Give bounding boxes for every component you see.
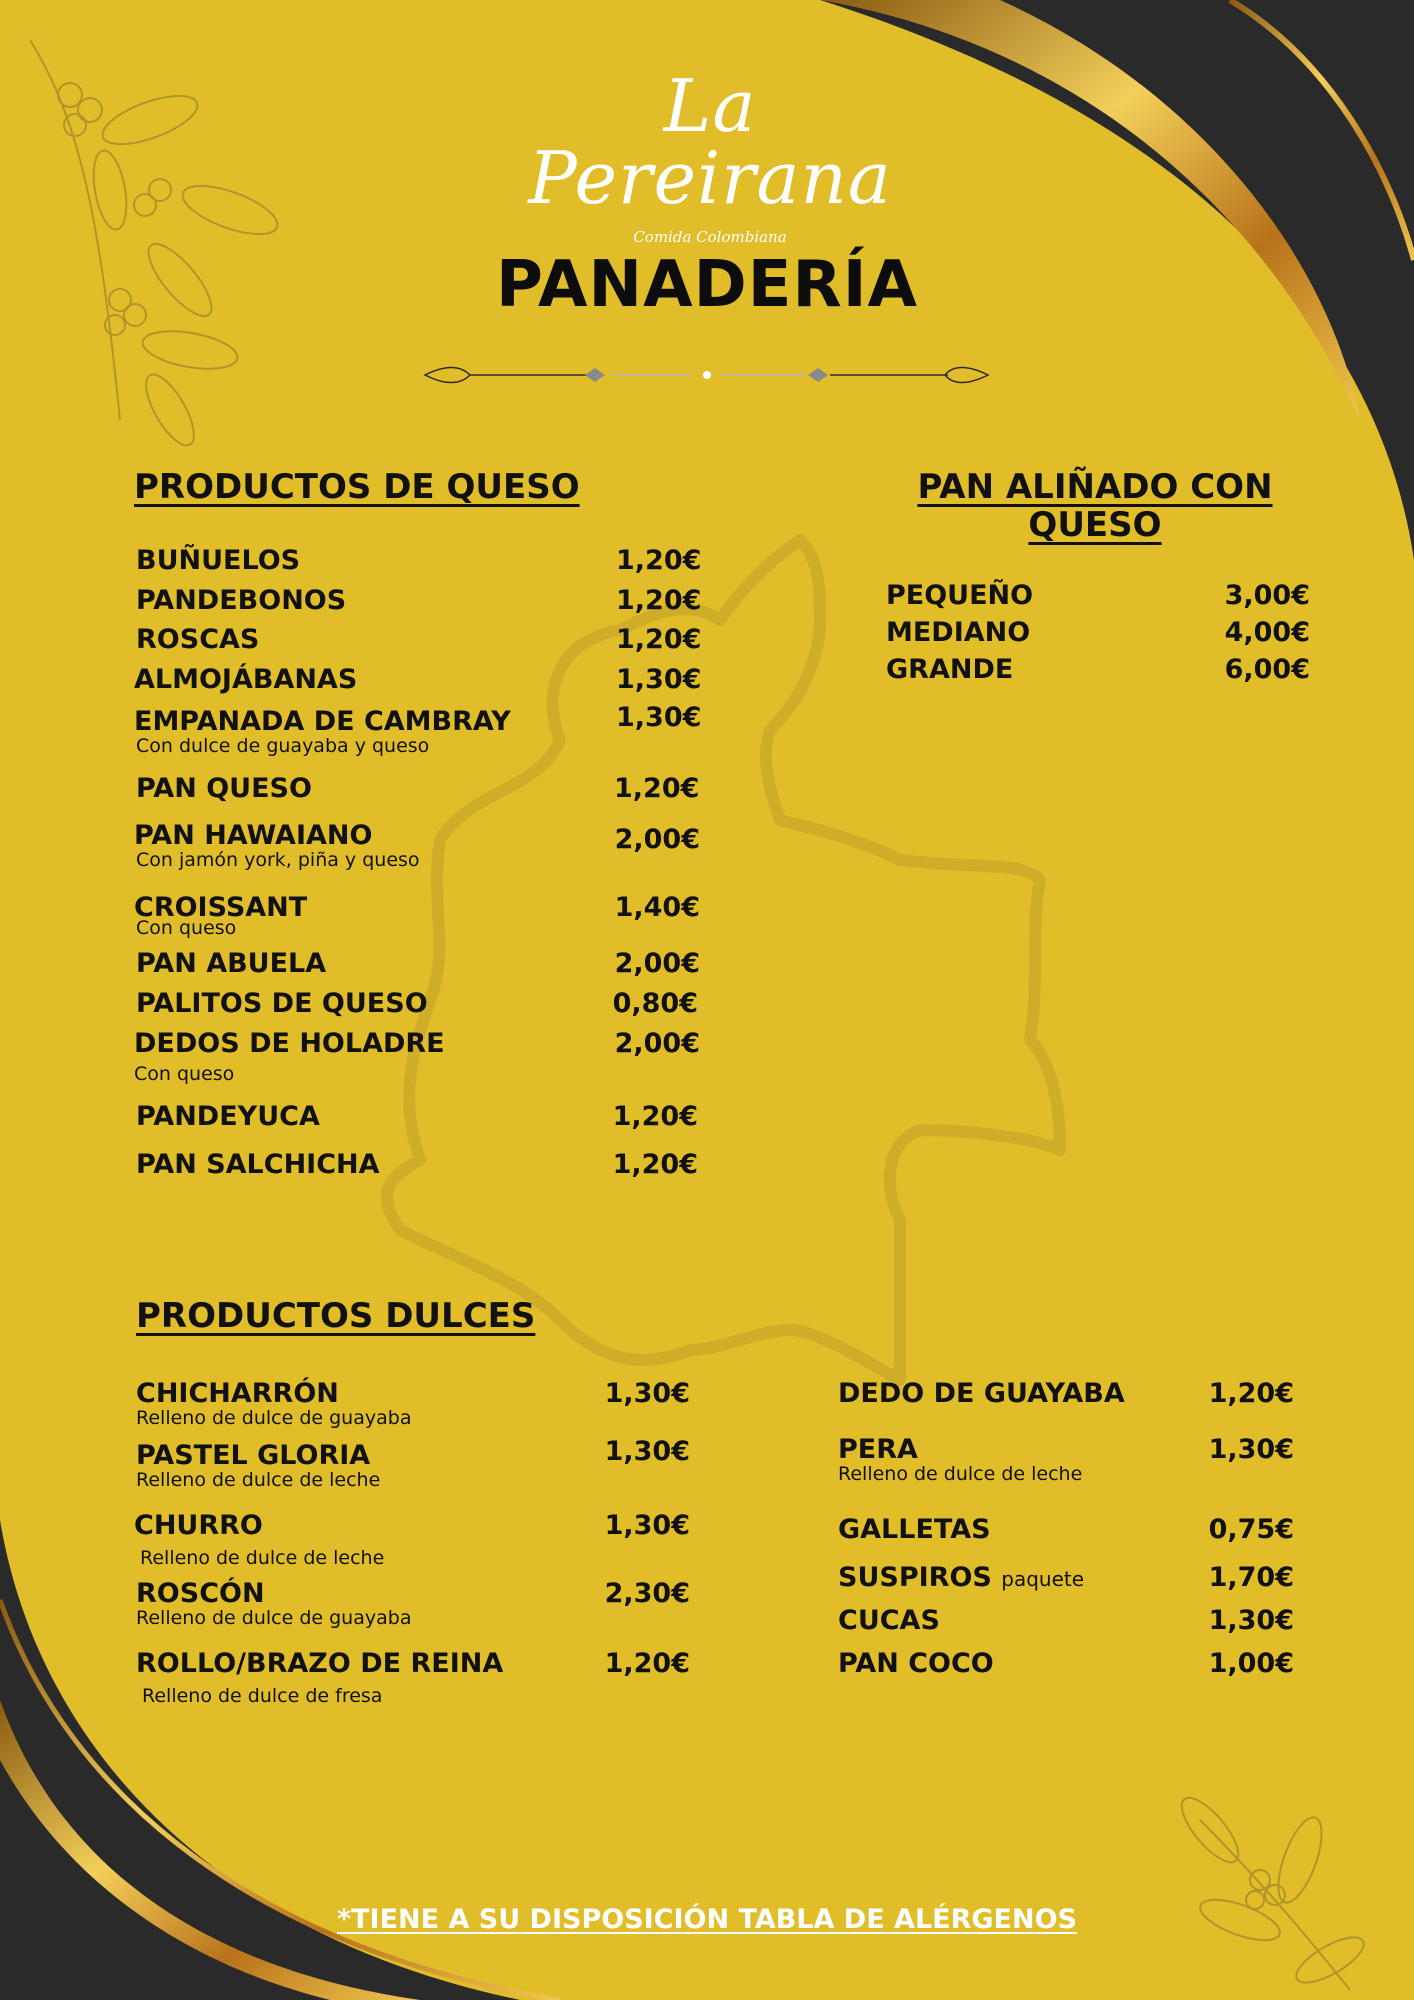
item-description: Relleno de dulce de leche <box>136 1469 381 1491</box>
item-name: DEDOS DE HOLADRE <box>134 1028 445 1059</box>
item-name: PALITOS DE QUESO <box>136 988 428 1019</box>
item-name: MEDIANO <box>886 617 1031 648</box>
item-price: 1,30€ <box>1208 1434 1294 1465</box>
item-name: PAN HAWAIANO <box>134 820 373 851</box>
item-name: ROSCÓN <box>136 1578 265 1609</box>
item-price: 2,00€ <box>614 824 700 855</box>
list-item <box>838 1514 1294 1545</box>
item-name: PASTEL GLORIA <box>136 1440 371 1471</box>
list-item <box>136 1436 690 1491</box>
item-price: 1,30€ <box>604 1510 690 1541</box>
item-name: PANDEYUCA <box>136 1101 320 1132</box>
item-name-text: SUSPIROS <box>838 1562 992 1593</box>
ornamental-divider <box>425 368 988 383</box>
list-item <box>134 1510 690 1569</box>
item-description: Relleno de dulce de guayaba <box>136 1407 412 1429</box>
item-name: ROSCAS <box>136 624 260 655</box>
item-name: EMPANADA DE CAMBRAY <box>134 706 511 737</box>
item-name: CUCAS <box>838 1605 940 1636</box>
item-price: 2,00€ <box>614 1028 700 1059</box>
section-title-dulces: PRODUCTOS DULCES <box>136 1296 536 1336</box>
item-name: PAN COCO <box>838 1648 994 1679</box>
item-price: 1,30€ <box>1208 1605 1294 1636</box>
list-item <box>838 1378 1294 1409</box>
list-item <box>886 654 1310 685</box>
list-item <box>838 1562 1294 1593</box>
list-item <box>134 1028 700 1085</box>
list-item <box>886 617 1310 648</box>
list-item <box>838 1434 1294 1485</box>
item-price: 1,20€ <box>604 1648 690 1679</box>
item-name: PAN ABUELA <box>136 948 327 979</box>
list-item <box>136 1149 698 1180</box>
list-item <box>838 1605 1294 1636</box>
logo-tagline: Comida Colombiana <box>633 228 787 246</box>
item-description: Relleno de dulce de leche <box>838 1463 1083 1485</box>
item-name: DEDO DE GUAYABA <box>838 1378 1125 1409</box>
item-price: 1,20€ <box>1208 1378 1294 1409</box>
item-price: 1,20€ <box>612 1149 698 1180</box>
logo-wordmark: La Pereirana <box>528 64 892 220</box>
item-name: GRANDE <box>886 654 1014 685</box>
item-name: ALMOJÁBANAS <box>134 664 358 695</box>
item-description: Relleno de dulce de leche <box>140 1547 385 1569</box>
item-price: 1,30€ <box>604 1378 690 1409</box>
item-name: PANDEBONOS <box>136 585 347 616</box>
item-description: Con queso <box>136 917 237 939</box>
item-name: PERA <box>838 1434 918 1465</box>
logo <box>520 60 900 246</box>
page-title: PANADERÍA <box>495 248 919 322</box>
list-item <box>838 1648 1294 1679</box>
list-item <box>134 702 702 757</box>
list-item <box>136 1378 690 1429</box>
item-description: Relleno de dulce de guayaba <box>136 1607 412 1629</box>
item-name: PAN QUESO <box>136 773 312 804</box>
item-price: 1,30€ <box>616 702 702 733</box>
list-item <box>886 580 1310 611</box>
item-name: CHURRO <box>134 1510 263 1541</box>
item-name: GALLETAS <box>838 1514 991 1545</box>
section-title-queso: PRODUCTOS DE QUESO <box>134 467 580 507</box>
item-price: 1,20€ <box>616 624 702 655</box>
item-price: 1,70€ <box>1208 1562 1294 1593</box>
item-price: 1,30€ <box>616 664 702 695</box>
item-price: 6,00€ <box>1224 654 1310 685</box>
coffee-branch-top-left <box>30 40 283 452</box>
item-name: PAN SALCHICHA <box>136 1149 380 1180</box>
item-name: ROLLO/BRAZO DE REINA <box>136 1648 504 1679</box>
item-description: Relleno de dulce de fresa <box>142 1685 383 1707</box>
item-price: 2,30€ <box>604 1578 690 1609</box>
item-price: 1,30€ <box>604 1436 690 1467</box>
list-item <box>136 1101 698 1132</box>
item-name: PEQUEÑO <box>886 580 1034 611</box>
list-item <box>136 624 702 655</box>
item-price: 1,00€ <box>1208 1648 1294 1679</box>
item-price: 0,75€ <box>1208 1514 1294 1545</box>
item-price: 1,20€ <box>612 1101 698 1132</box>
list-item <box>136 988 698 1019</box>
list-item <box>136 773 700 804</box>
item-description: Con jamón york, piña y queso <box>136 849 420 871</box>
list-item <box>136 1578 690 1629</box>
section-title-alinado <box>850 468 1340 544</box>
item-price: 4,00€ <box>1224 617 1310 648</box>
allergen-notice: *TIENE A SU DISPOSICIÓN TABLA DE ALÉRGENOS <box>337 1904 1077 1935</box>
item-description: Con dulce de guayaba y queso <box>136 735 430 757</box>
section-title-line: PAN ALIÑADO CON <box>917 467 1273 507</box>
list-item <box>136 585 702 616</box>
list-item <box>136 1648 690 1707</box>
coffee-branch-bottom-right <box>1173 1790 1370 1991</box>
item-price: 2,00€ <box>614 948 700 979</box>
item-price: 1,20€ <box>616 585 702 616</box>
item-name: CHICHARRÓN <box>136 1378 339 1409</box>
item-note: paquete <box>1001 1567 1085 1591</box>
section-title-line: QUESO <box>1028 505 1162 545</box>
item-price: 3,00€ <box>1224 580 1310 611</box>
list-item <box>134 892 700 939</box>
list-item <box>134 820 700 871</box>
item-price: 1,20€ <box>614 773 700 804</box>
item-name <box>838 1562 1084 1593</box>
item-price: 1,20€ <box>616 545 702 576</box>
item-price: 0,80€ <box>612 988 698 1019</box>
list-item <box>136 545 702 576</box>
item-name: CROISSANT <box>134 892 308 923</box>
item-name: BUÑUELOS <box>136 545 301 576</box>
item-price: 1,40€ <box>614 892 700 923</box>
list-item <box>136 948 700 979</box>
list-item <box>134 664 702 695</box>
item-description: Con queso <box>134 1063 235 1085</box>
